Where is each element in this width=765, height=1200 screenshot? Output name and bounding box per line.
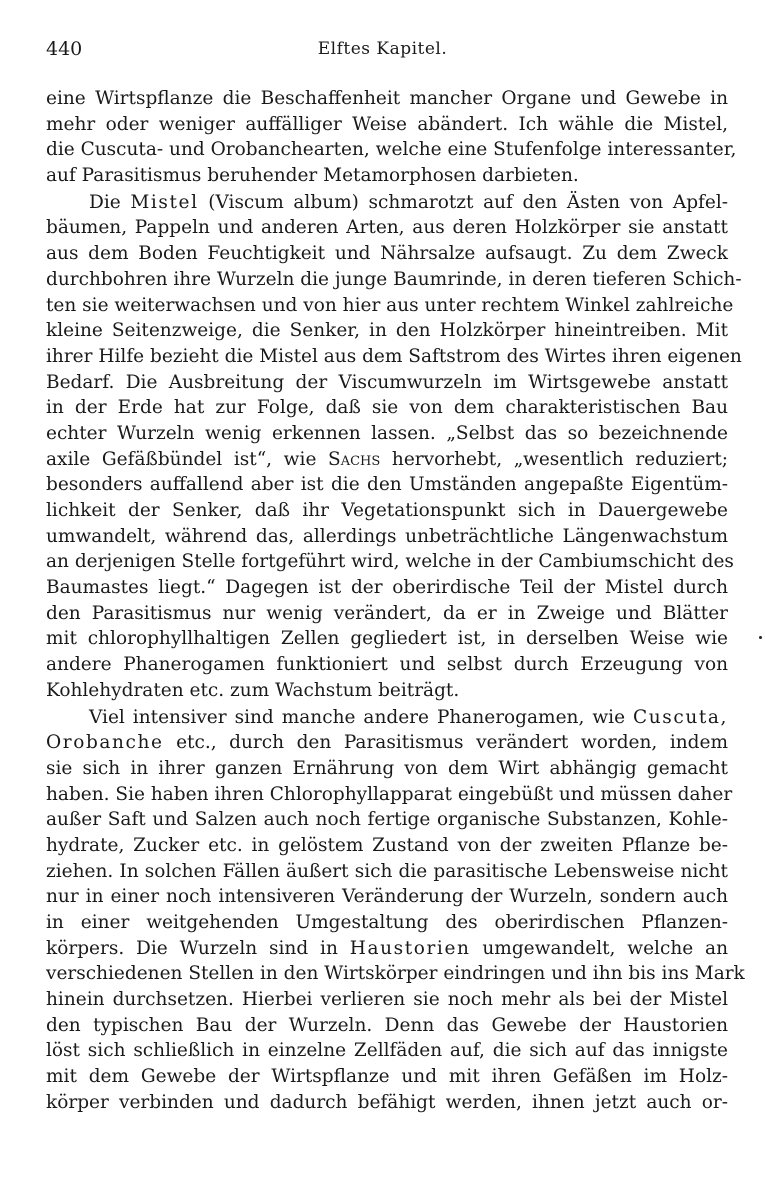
text-line [46,575,728,601]
text-run: echter Wurzeln wenig erkennen lassen. „Selbst das so bezeichnende [46,422,728,444]
text-line [46,756,728,782]
text-line [46,447,728,473]
text-line [46,936,728,962]
emphasized-term: Mistel [130,191,199,213]
text-line [46,1038,728,1064]
text-run: bäumen, Pappeln und anderen Arten, aus deren Holzkörper sie anstatt [46,217,728,239]
text-run: Baumastes liegt.“ Dagegen ist der oberirdische Teil der Mistel durch [46,577,728,599]
text-run: auf Parasitismus beruhender Metamorphosen darbieten. [46,165,579,187]
text-line [46,215,728,241]
text-run: ten sie weiterwachsen und von hier aus unter rechtem Winkel zahlreiche [46,294,734,316]
text-run: in der Erde hat zur Folge, daß sie von dem charakteristischen Bau [46,397,728,419]
text-line [46,782,733,808]
text-run: eine Wirtspflanze die Beschaffenheit mancher Organe und Gewebe in [46,88,728,109]
text-line [46,626,728,652]
text-line [46,884,728,910]
text-run: an derjenigen Stelle fortgeführt wird, welche in der Cambiumschicht des [46,551,734,573]
text-run: außer Saft und Salzen auch noch fertige organische Substanzen, Kohle- [46,809,728,831]
text-run: umgewandelt, welche an [470,937,728,959]
text-line [46,1090,728,1116]
text-run: Viel intensiver sind manche andere Phanerogamen, wie [89,706,634,728]
text-line [46,601,728,627]
text-run: durchbohren ihre Wurzeln die junge Baumrinde, in deren tieferen Schich- [46,268,742,290]
text-run: die Cuscuta- und Orobanchearten, welche eine Stufenfolge interessanter, [46,139,737,161]
text-line [46,987,728,1013]
text-run: hydrate, Zucker etc. in gelöstem Zustand von der zweiten Pflanze be- [46,834,728,856]
text-line [46,112,728,138]
text-run: nur in einer noch intensiveren Veränderung der Wurzeln, sondern auch [46,886,728,908]
text-line [46,137,737,163]
text-line [46,267,742,293]
text-line [46,549,734,575]
text-line [46,1013,728,1039]
text-run: etc., durch den Parasitismus verändert worden, indem [163,732,728,754]
text-line [46,730,728,756]
text-line [46,293,734,319]
text-line [46,859,728,885]
text-run: ziehen. In solchen Fällen äußert sich die parasitische Lebensweise nicht [46,860,728,882]
text-run: (Viscum album) schmarotzt auf den Ästen von Apfel- [198,191,729,213]
text-run: den typischen Bau der Wurzeln. Denn das Gewebe der Haustorien [46,1014,728,1036]
emphasized-term: Orobanche [46,732,164,754]
text-line [46,524,728,550]
text-line [46,190,728,216]
text-line [46,1064,728,1090]
text-run: mit chlorophyllhaltigen Zellen gegliedert ist, in derselben Weise wie [46,628,728,650]
text-run: körpers. Die Wurzeln sind in [46,937,350,959]
margin-speck [759,636,762,639]
text-run: Bedarf. Die Ausbreitung der Viscumwurzeln im Wirtsgewebe anstatt [46,371,728,393]
text-run: körper verbinden und dadurch befähigt werden, ihnen jetzt auch or- [46,1091,728,1113]
emphasized-term: Cuscuta, [633,706,728,728]
text-run: Die [89,191,131,213]
text-run: verschiedenen Stellen in den Wirtskörper eindringen und ihn bis ins Mark [46,963,745,985]
running-head: Elftes Kapitel. [317,39,448,59]
body-text [46,86,745,1116]
text-line [46,961,745,987]
text-run: hinein durchsetzen. Hierbei verlieren sie noch mehr als bei der Mistel [46,989,728,1011]
emphasized-term: Haustorien [349,937,471,959]
text-run: in einer weitgehenden Umgestaltung des oberirdischen Pflanzen- [46,912,728,933]
text-line [46,652,728,678]
text-run: Kohlehydraten etc. zum Wachstum beiträgt. [46,679,460,701]
text-run: hervorhebt, „wesentlich reduziert; [380,448,728,470]
text-line [46,833,728,859]
page-number: 440 [46,38,83,60]
text-line [46,395,728,421]
text-line [46,318,728,344]
text-line [46,498,728,524]
text-run: ihrer Hilfe bezieht die Mistel aus dem Saftstrom des Wirtes ihren eigenen [46,345,742,367]
text-line [46,910,728,936]
text-line [46,705,728,731]
text-run: den Parasitismus nur wenig verändert, da er in Zweige und Blätter [46,602,728,624]
text-line [46,421,728,447]
text-run: andere Phanerogamen funktioniert und selbst durch Erzeugung von [46,654,728,676]
text-line [46,678,728,704]
text-line [46,86,728,112]
text-run: axile Gefäßbündel ist“, wie [46,448,329,470]
text-line [46,472,728,498]
text-run: löst sich schließlich in einzelne Zellfäden auf, die sich auf das innigste [46,1040,728,1062]
text-run: haben. Sie haben ihren Chlorophyllapparat eingebüßt und müssen daher [46,783,733,805]
text-run: mit dem Gewebe der Wirtspflanze und mit ihren Gefäßen im Holz- [46,1066,728,1088]
text-run: sie sich in ihrer ganzen Ernährung von dem Wirt abhängig gemacht [46,757,728,779]
text-run: kleine Seitenzweige, die Senker, in den Holzkörper hineintreiben. Mit [46,320,728,342]
text-line [46,344,742,370]
text-run: mehr oder weniger auffälliger Weise abändert. Ich wähle die Mistel, [46,113,728,135]
text-run: umwandelt, während das, allerdings unbeträchtliche Längenwachstum [46,525,728,547]
text-run: lichkeit der Senker, daß ihr Vegetationspunkt sich in Dauergewebe [46,500,728,521]
text-line [46,370,728,396]
text-line [46,163,728,189]
text-run: aus dem Boden Feuchtigkeit und Nährsalze aufsaugt. Zu dem Zweck [46,243,728,265]
text-line [46,807,728,833]
author-name: Sachs [328,448,381,470]
text-line [46,241,728,267]
text-run: besonders auffallend aber ist die den Umständen angepaßte Eigentüm- [46,474,728,496]
